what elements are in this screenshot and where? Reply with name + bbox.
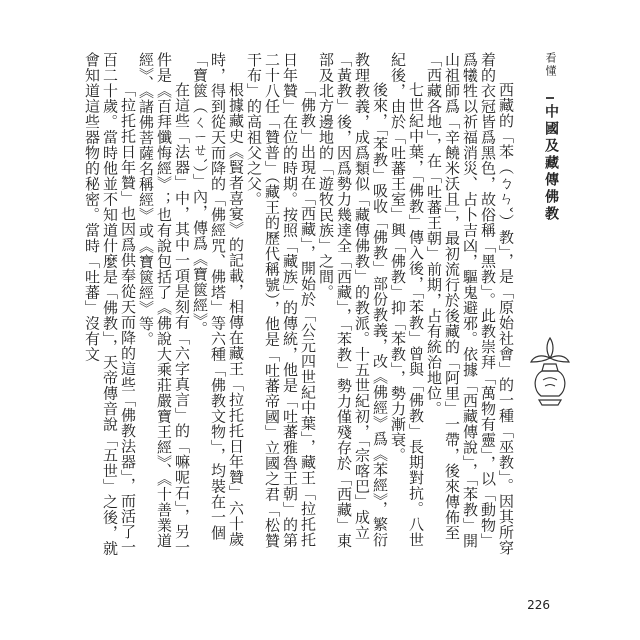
paragraph: 西藏的「苯（ㄅㄣˇ）教」，是「原始社會」的一種「巫教」。因其所穿着的衣冠皆爲黑色，故俗稱「黑教」。此教崇拜「萬物有靈」，以「動物」爲犧牲以祈福消災、占卜吉凶，驅鬼避邪。依據「西藏傳說」，「苯教」開山祖師爲「辛饒米沃且」，最初流行於後藏的「阿里」一帶，後來傳佈至「西藏各地」，在「吐蕃王朝」前期，占有統治地位。 [425, 52, 515, 556]
running-head [525, 52, 575, 412]
running-head-divider [546, 97, 554, 99]
paragraph: 在這些「法器」中，其中一項是刻有「六字真言」的「嘛呢石」，另一件是《百拜懺悔經》；也有說包括了《佛說大乘莊嚴寶王經》、《十善業道經》、《諸佛菩薩名稱經》或《寶篋經》等。 [137, 52, 191, 555]
paragraph: 根據藏史《賢者喜宴》的記載，相傳在藏王「拉托托日年贊」六十歲時，得到從天而降的「佛經咒、佛塔」等六種「佛教文物」，均裝在一個「寶篋（ㄑㄧㄝˋ）」內，傳爲《寶篋經》。 [191, 52, 245, 547]
running-head-title: 看懂 [544, 52, 557, 78]
paragraph: 七世紀中葉，「佛教」傳入後，「苯教」曾與「佛教」長期對抗。八世紀後，由於「吐蕃王室」興「佛教」抑「苯教」，勢力漸衰。 [389, 52, 425, 548]
page-number: 226 [527, 598, 550, 612]
body-text [70, 52, 515, 562]
paragraph: 「佛教」出現在「西藏」，開始於「公元四世紀中葉」，藏王「拉托托日年贊」在位的時期。按照「藏族」的傳統，他是「吐蕃雅魯王朝」的第二十八任「贊普」（藏王的歷代稱號），他是「吐蕃帝國」立國之君「松贊干布」的高祖父之父。 [245, 52, 317, 549]
running-head-subtitle: 中國及藏傳佛教 [543, 104, 559, 223]
paragraph: 「拉托托日年贊」也因爲供奉從天而降的這些「佛教法器」，而活了一百二十歲。當時他並不知道什麼是「佛教」，天帝傳音說「五世」之後，就會知道這些器物的秘密。當時「吐蕃」沒有文 [83, 52, 137, 556]
book-page [70, 52, 575, 612]
lotus-vase-icon [525, 330, 575, 410]
paragraph: 後來，「苯教」吸收「佛教」部份教義，改《佛經》爲《苯經》，繁衍教理教義，成爲類似「藏傳佛教」的教派。十五世紀初，「宗喀巴」成立「黃教」後，因爲勢力幾達全「西藏」，「苯教」勢力僅殘存於「西藏」東部及北方邊地的「遊牧民族」之間。 [317, 52, 389, 549]
